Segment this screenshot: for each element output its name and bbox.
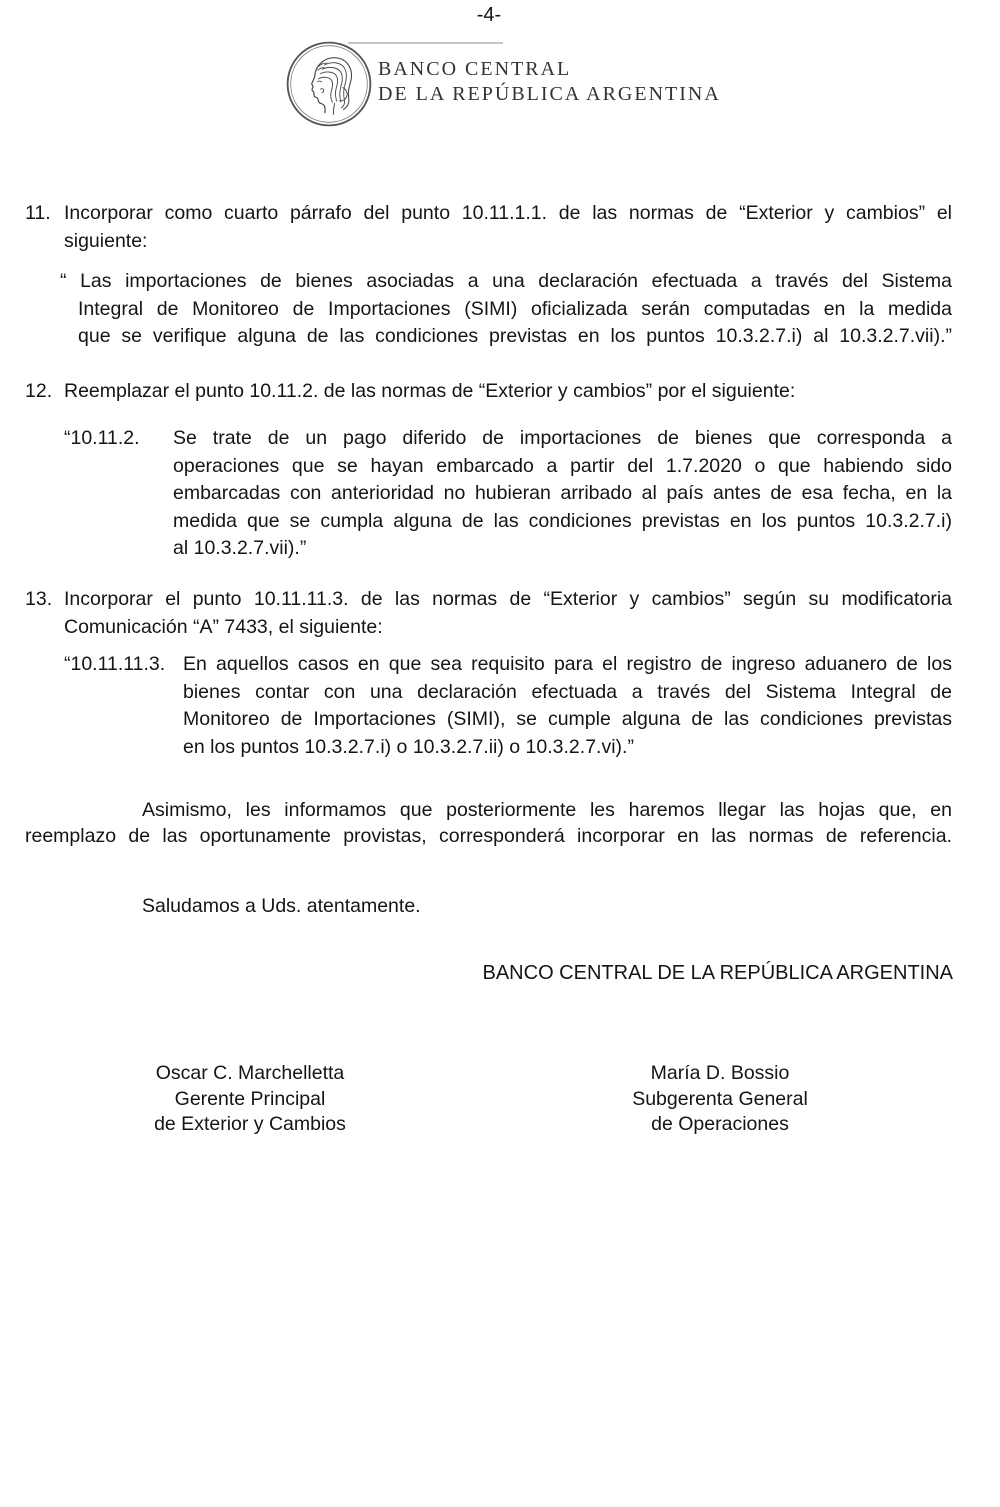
item-11 xyxy=(25,200,952,255)
item-12-text-line: Reemplazar el punto 10.11.2. de las normas de “Exterior y cambios” por el siguiente: xyxy=(64,380,796,402)
salutation: Saludamos a Uds. atentamente. xyxy=(142,895,421,917)
item-11-number: 11. xyxy=(25,202,51,224)
item-13 xyxy=(25,586,952,641)
item-11-text xyxy=(64,200,952,255)
signer-title: Gerente Principal xyxy=(174,1087,326,1110)
signer-name: María D. Bossio xyxy=(650,1062,790,1084)
item-13-quote-body-line: Monitoreo de Importaciones (SIMI), se cumple alguna de las condiciones previstas xyxy=(183,708,952,730)
item-13-quote xyxy=(64,651,952,761)
signer-title: de Exterior y Cambios xyxy=(154,1113,346,1135)
signer-title: de Operaciones xyxy=(651,1113,789,1135)
bank-name-line: BANCO CENTRAL DE LA REPÚBLICA ARGENTINA xyxy=(482,962,953,984)
item-13-text xyxy=(64,586,952,641)
item-12-quote xyxy=(64,425,952,563)
item-13-quote-body-line: en los puntos 10.3.2.7.i) o 10.3.2.7.ii) o 10.3.2.7.vi).” xyxy=(183,735,634,758)
signer-name: Oscar C. Marchelletta xyxy=(155,1062,345,1084)
item-13-quote-body-line: En aquellos casos en que sea requisito para el registro de ingreso aduanero de los xyxy=(183,653,952,675)
item-11-quote-line: que se verifique alguna de las condiciones previstas en los puntos 10.3.2.7.i) al 10.3.2.7.vii).” xyxy=(78,325,952,347)
item-11-quote-line: “ Las importaciones de bienes asociadas a una declaración efectuada a través del Sistema xyxy=(60,270,952,292)
bank-wordmark xyxy=(378,57,721,107)
item-12-quote-body-line: medida que se cumpla alguna de las condiciones previstas en los puntos 10.3.2.7.i) xyxy=(173,509,952,532)
item-13-quote-body-line: bienes contar con una declaración efectuada a través del Sistema Integral de xyxy=(183,680,952,703)
item-12-number: 12. xyxy=(25,380,53,402)
item-13-text-line: Incorporar el punto 10.11.11.3. de las normas de “Exterior y cambios” según su modificatoria xyxy=(64,588,952,610)
liberty-head-seal-icon xyxy=(286,41,372,127)
bank-wordmark-line2: DE LA REPÚBLICA ARGENTINA xyxy=(378,83,721,105)
item-13-number: 13. xyxy=(25,588,53,610)
item-12-quote-body-line: embarcadas con anterioridad no hubieran arribado al país antes de esa fecha, en la xyxy=(173,482,952,504)
item-12-quote-body-line: al 10.3.2.7.vii).” xyxy=(173,537,307,559)
closing-paragraph-line: reemplazo de las oportunamente provistas, corresponderá incorporar en las normas de referencia. xyxy=(25,825,952,847)
bank-wordmark-line1: BANCO CENTRAL xyxy=(378,58,572,80)
closing-paragraph xyxy=(25,797,952,849)
item-12-text xyxy=(64,378,952,406)
item-13-quote-label: “10.11.11.3. xyxy=(64,653,166,675)
item-12-quote-body-line: Se trate de un pago diferido de importaciones de bienes que corresponda a xyxy=(173,427,952,449)
signature-block-left xyxy=(120,1061,380,1138)
item-13-text-line: Comunicación “A” 7433, el siguiente: xyxy=(64,615,383,638)
item-12 xyxy=(25,378,952,406)
item-11-quote-line: Integral de Monitoreo de Importaciones (SIMI) oficializada serán computadas en la medida xyxy=(78,297,952,320)
signature-block-right xyxy=(590,1061,850,1138)
item-12-quote-body xyxy=(173,425,952,563)
item-11-quote xyxy=(60,268,952,351)
page-number: -4- xyxy=(476,4,502,26)
item-11-text-line: Incorporar como cuarto párrafo del punto 10.11.1.1. de las normas de “Exterior y cambios” el xyxy=(64,202,952,224)
signer-title: Subgerenta General xyxy=(632,1087,808,1110)
closing-paragraph-line: Asimismo, les informamos que posteriormente les haremos llegar las hojas que, en xyxy=(142,799,952,821)
item-11-text-line: siguiente: xyxy=(64,229,148,252)
item-13-quote-body xyxy=(183,651,952,761)
item-12-quote-label: “10.11.2. xyxy=(64,427,140,449)
item-12-quote-body-line: operaciones que se hayan embarcado a partir del 1.7.2020 o que habiendo sido xyxy=(173,454,952,477)
